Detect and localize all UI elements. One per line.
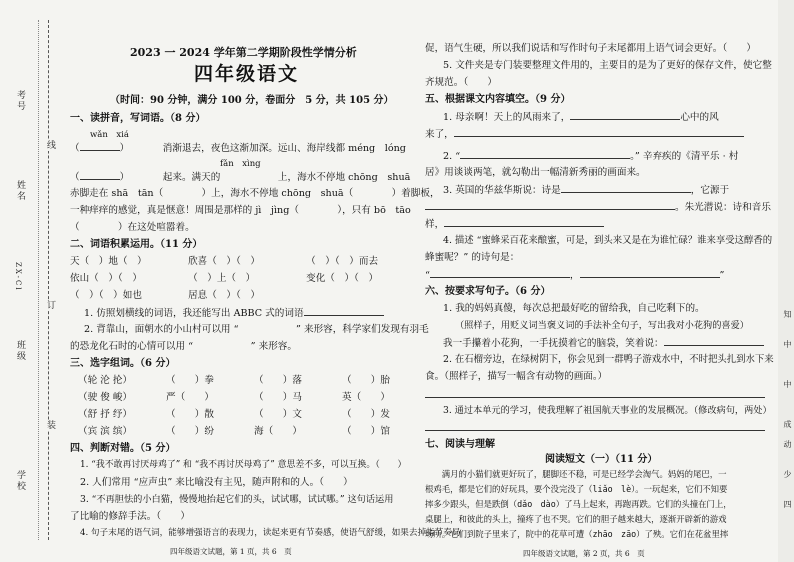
binding-code: ZX-Cl (14, 262, 22, 292)
s5-q2c: 居》用谈谈两笔，就勾勒出一幅清新秀丽的画面来。 (425, 167, 646, 178)
answer-blank[interactable] (561, 181, 691, 193)
exam-title: 2023 一 2024 学年第二学期阶段性学情分析 (130, 46, 357, 59)
section-7-title: 七、阅读与理解 (425, 439, 495, 450)
s1-pinyin-2: fǎn xìng (220, 159, 261, 169)
binding-strip (0, 0, 60, 562)
s6-q1b: 我一手攥着小花狗，一手抚摸着它的脑袋，笑着说： (443, 334, 764, 352)
binding-dashed-line (48, 20, 49, 540)
answer-blank[interactable] (570, 108, 680, 120)
answer-blank[interactable] (454, 125, 744, 137)
answer-blank[interactable] (460, 147, 630, 159)
s5-q3-line: 。朱光潜说：诗和音乐 (425, 198, 771, 216)
next-page-edge (778, 0, 794, 562)
subject-title: 四年级语文 (194, 63, 300, 85)
s1-pinyin-1: wǎn xiá (90, 130, 129, 140)
s5-q3: 3. 英国的华兹华斯说：诗是 ，它源于 (443, 181, 729, 199)
s3-row-4: （宾 滨 缤） （ ）纷 海（ ） （ ）馆 (78, 426, 390, 437)
s6-q3: 3. 通过本单元的学习，使我理解了祖国航天事业的发展概况。（修改病句，两处） (443, 405, 772, 416)
binding-label-name: 姓名 (15, 180, 25, 202)
s4-q3: 3. “不再胆怯的小白猫，慢慢地抬起它们的头，试试哪，试试哪。” 这句话运用 (80, 494, 394, 505)
s6-q1-note: （照样子，用贬义词当褒义词的手法补全句子，写出我对小花狗的喜爱） (455, 320, 749, 331)
section-1-title: 一、读拼音，写词语。（8 分） (70, 113, 206, 124)
s2-row-3: （ ）（ ）如也 居息（ ）（ ） (70, 290, 261, 301)
binding-mark-order: 订 (45, 300, 55, 311)
s2-row-2: 依山（ ）（ ） （ ）上（ ） 变化（ ）（ ） (70, 273, 379, 284)
s3-row-2: （驶 俊 峻） 严（ ） （ ）马 英（ ） (78, 392, 390, 403)
page-footer-1: 四年级语文试题，第 1 页，共 6 页 (170, 547, 292, 556)
s4-q2: 2. 人们常用 “应声虫” 来比喻没有主见，随声附和的人。（ ） (80, 477, 353, 488)
s2-q2b: 的恐龙化石时的心情可以用 “ ” 来形容。 (70, 341, 297, 352)
passage-line-2: 根鸡毛，都是它们的好玩具，要个没完没了（liǎo lè）。一玩起来，它们不知要 (425, 484, 728, 494)
binding-label-class: 班级 (15, 340, 25, 362)
answer-blank[interactable] (580, 266, 720, 278)
s6-q1: 1. 我的妈妈真傻，每次总把最好吃的留给我，自己吃剩下的。 (443, 303, 705, 314)
binding-dotted-line (38, 20, 39, 540)
answer-blank[interactable] (425, 198, 675, 210)
s5-q2: 2. “ 。” 辛弃疾的《清平乐 · 村 (443, 147, 738, 165)
s5-q1b: 来了， (425, 125, 744, 143)
passage-line-3: 摔多少跟头，但是跌倒（dǎo dào）了马上起来，再跑再跌。它们的头撞在门上， (425, 499, 732, 509)
s6-q3-answer-line[interactable] (425, 430, 765, 431)
binding-label-school: 学校 (15, 470, 25, 492)
answer-blank[interactable] (80, 139, 120, 151)
s1-line-3: 赤脚走在 shā tān（ ）上，海水不停地 chōng shuā（ ）着脚板， (70, 188, 440, 199)
s1-line-1: （ ） 消渐退去，夜色这渐加深。远山、海岸线都 méng lóng (70, 139, 406, 157)
s3-row-1: （轮 沦 抡） （ ）拳 （ ）落 （ ）胎 (78, 375, 390, 386)
answer-blank[interactable] (304, 304, 384, 316)
edge-char: 知 (783, 310, 792, 320)
s5-q4-answer: “ ， ” (425, 266, 724, 284)
edge-char: 少 (783, 470, 792, 480)
s1-line-2: （ ） 起来。满天的 上，海水不停地 chōng shuā (70, 168, 410, 186)
s2-q1: 1. 仿照划横线的词语，我还能写出 ABBC 式的词语 (84, 304, 384, 322)
section-2-title: 二、词语积累运用。（11 分） (70, 239, 203, 250)
s4-q3b: 了比喻的修辞手法。（ ） (70, 511, 190, 522)
answer-blank[interactable] (430, 266, 570, 278)
s1-line-4: 一种痒痒的感觉，真是惬意！周围是那样的 jì jìng（ ），只有 bō tāo (70, 205, 411, 216)
s4-q5b: 齐规范。（ ） (425, 77, 497, 88)
section-3-title: 三、选字组词。（6 分） (70, 358, 176, 369)
s6-q2: 2. 在石榴旁边，在绿树阴下，你会见到一群鸭子游戏水中，不时把头扎到水下来 (443, 354, 774, 365)
s5-q4: 4. 描述 “蜜蜂采百花来酿蜜，可是，到头来又是在为谁忙碌？谁来享受这醇香的 (443, 235, 773, 246)
s3-row-3: （舒 抒 纾） （ ）散 （ ）文 （ ）发 (78, 409, 390, 420)
edge-char: 中 (783, 340, 792, 350)
binding-mark-line: 线 (45, 140, 55, 151)
exam-info: （时间：90 分钟，满分 100 分，卷面分 5 分，共 105 分） (110, 95, 394, 106)
s2-q2: 2. 背靠山，面朝水的小山村可以用 “ ” 来形容，科学家们发现有羽毛 (84, 324, 429, 335)
s5-q4b: 蜂蜜呢？” 的诗句是： (425, 252, 520, 263)
section-5-title: 五、根据课文内容填空。（9 分） (425, 94, 571, 105)
s4-q4-continued: 促，语气生硬，所以我们说话和写作时句子末尾都用上语气词会更好。（ ） (425, 43, 756, 54)
s1-line-5: （ ）在这处喧嚣着。 (70, 222, 195, 233)
s6-q2-answer-line[interactable] (425, 397, 765, 398)
s4-q5: 5. 文件夹是专门装要整理文件用的，主要目的是为了更好的保存文件，使它整 (443, 60, 772, 71)
s5-q1: 1. 母亲啊！天上的风雨来了， 心中的风 (443, 108, 719, 126)
section-6-title: 六、按要求写句子。（6 分） (425, 286, 551, 297)
s4-q4: 4. 句子末尾的语气词，能够增强语言的表现力，读起来更有节奏感，使语气舒缓，如果去掉指节奏局 (80, 528, 461, 538)
section-4-title: 四、判断对错。（5 分） (70, 443, 176, 454)
answer-blank[interactable] (80, 168, 120, 180)
passage-line-4: 桌腿上，和彼此的头上，撞疼了也不哭。它们的胆子越来越大，逐渐开辟新的游戏 (425, 514, 727, 524)
s6-q2b: 食。（照样子，描写一幅含有动物的画面。） (425, 371, 608, 382)
edge-char: 成 (783, 420, 792, 430)
passage-line-5: 场所。它们到院子里来了，院中的花草可遭（zhāo zāo）了殃。它们在花盆里摔 (425, 529, 729, 539)
binding-mark-bind: 装 (45, 420, 55, 431)
passage-line-1: 满月的小猫们就更好玩了，腿脚还不稳，可是已经学会淘气。妈妈的尾巴，一 (425, 469, 727, 479)
reading-passage-title: 阅读短文（一）（11 分） (545, 454, 658, 465)
s2-row-1: 天（ ）地（ ） 欣喜（ ）（ ） （ ）（ ）而去 (70, 256, 379, 267)
edge-char: 中 (783, 380, 792, 390)
page-footer-2: 四年级语文试题，第 2 页，共 6 页 (523, 549, 645, 558)
s4-q1: 1. “我不敢再讨厌母鸡了” 和 “我不再讨厌母鸡了” 意思差不多，可以互换。（ ） (80, 460, 407, 470)
answer-blank[interactable] (444, 215, 604, 227)
s5-q3d: 样， (425, 215, 604, 233)
binding-label-number: 考号 (15, 90, 25, 112)
edge-char: 动 (783, 440, 792, 450)
edge-char: 四 (783, 500, 792, 510)
answer-blank[interactable] (664, 334, 764, 346)
